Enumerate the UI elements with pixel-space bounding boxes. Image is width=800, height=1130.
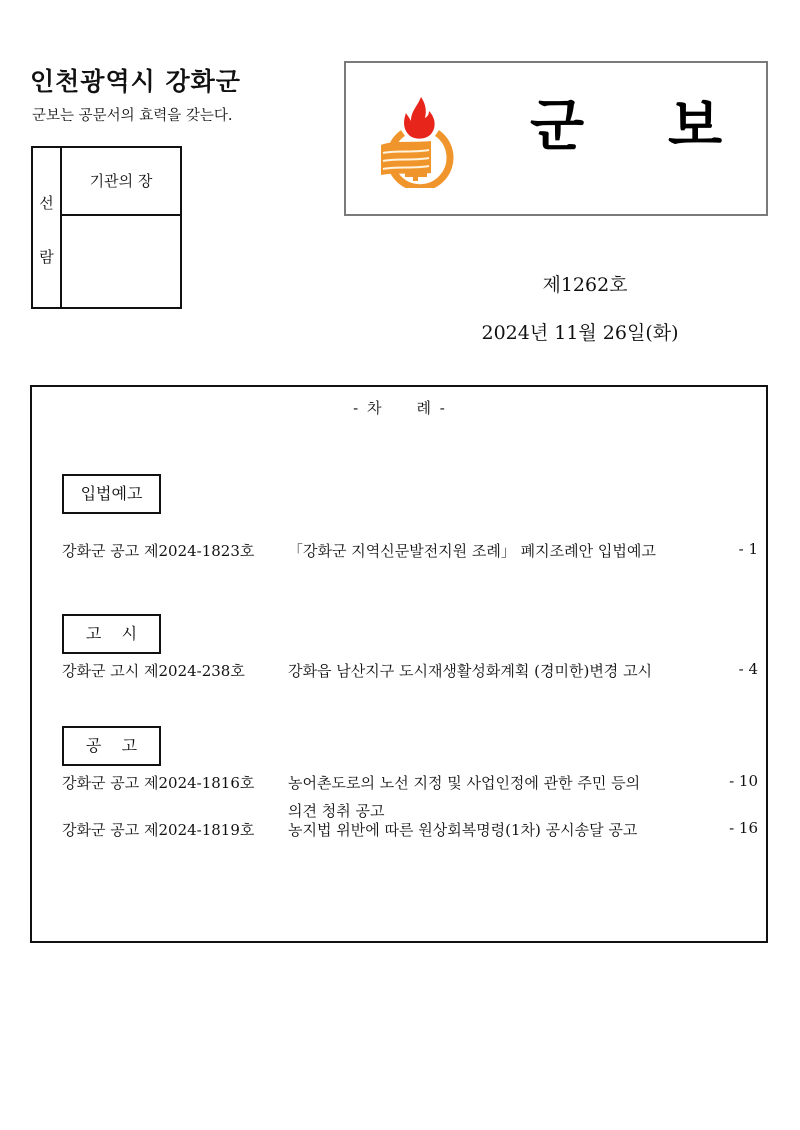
section-label-legislative-notice: 입법예고	[62, 474, 161, 514]
toc-entry[interactable]	[62, 819, 762, 841]
entry-title: 강화읍 남산지구 도시재생활성화계획 (경미한)변경 고시	[288, 662, 653, 680]
entry-page: - 10	[729, 772, 758, 790]
masthead	[344, 61, 768, 216]
toc-entry[interactable]	[62, 772, 762, 820]
toc-title: - 차 례 -	[353, 399, 445, 417]
masthead-title-char: 군	[530, 94, 585, 159]
approval-side-label: 람	[39, 248, 54, 266]
gangwha-county-emblem-icon	[373, 93, 463, 188]
entry-page: - 4	[738, 660, 758, 678]
section-label-public-notice: 고 시	[62, 614, 161, 654]
entry-title-continuation: 의견 청취 공고	[288, 802, 385, 820]
table-of-contents	[30, 385, 768, 943]
organization-name: 인천광역시 강화군	[30, 67, 241, 96]
entry-title: 농어촌도로의 노선 지정 및 사업인정에 관한 주민 등의	[288, 774, 641, 792]
entry-number: 강화군 공고 제2024-1823호	[62, 542, 255, 560]
entry-page: - 16	[729, 819, 758, 837]
entry-number: 강화군 공고 제2024-1816호	[62, 774, 255, 792]
approval-side-label: 선	[39, 194, 54, 212]
approval-side-column	[33, 148, 62, 307]
issue-date: 2024년 11월 26일(화)	[481, 322, 679, 344]
approval-box	[31, 146, 182, 309]
entry-number: 강화군 공고 제2024-1819호	[62, 821, 255, 839]
toc-entry[interactable]	[62, 660, 762, 682]
entry-title: 「강화군 지역신문발전지원 조례」 폐지조례안 입법예고	[288, 542, 656, 560]
section-label-announcement: 공 고	[62, 726, 161, 766]
approval-signature-cell	[62, 216, 180, 307]
entry-title: 농지법 위반에 따른 원상회복명령(1차) 공시송달 공고	[288, 821, 638, 839]
entry-page: - 1	[738, 540, 758, 558]
toc-entry[interactable]	[62, 540, 762, 562]
issue-number: 제1262호	[542, 274, 628, 296]
entry-number: 강화군 고시 제2024-238호	[62, 662, 245, 680]
organization-subtitle: 군보는 공문서의 효력을 갖는다.	[32, 108, 233, 124]
masthead-title-char: 보	[668, 94, 723, 159]
approval-head-cell: 기관의 장	[62, 148, 180, 216]
